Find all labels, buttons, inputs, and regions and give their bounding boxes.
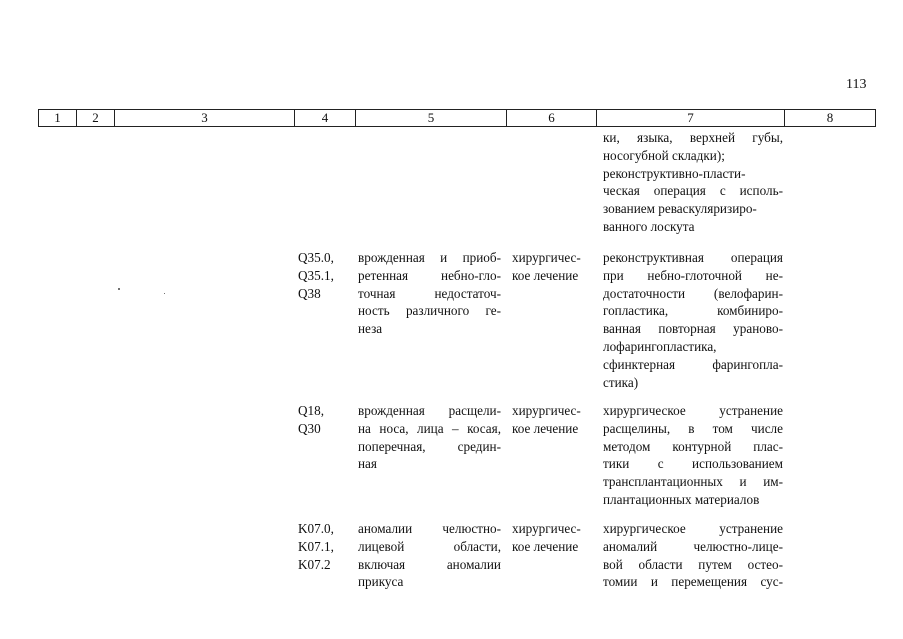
patient-model: врожденная расщели- на носа, лица – косая, поперечная, средин- ная	[358, 403, 501, 472]
diagnosis-codes: Q35.0, Q35.1, Q38	[298, 250, 334, 301]
scan-speck	[118, 288, 120, 290]
header-cell-6: 6	[507, 110, 597, 126]
header-cell-8: 8	[826, 110, 834, 125]
treatment-method: хирургическое устранение расщелины, в том числе методом контурной плас- тики с использованием трансплантационных и им- плантационных материалов	[603, 403, 783, 507]
header-cell-1: 1	[39, 110, 77, 126]
scan-speck	[164, 293, 165, 294]
page-number: 113	[846, 77, 867, 92]
treatment-type: хирургичес- кое лечение	[512, 521, 581, 554]
header-cell-5: 5	[356, 110, 507, 126]
diagnosis-codes: K07.0, K07.1, K07.2	[298, 521, 334, 572]
treatment-type: хирургичес- кое лечение	[512, 403, 581, 436]
patient-model: аномалии челюстно- лицевой области, включая аномалии прикуса	[358, 521, 501, 590]
table-header-row	[38, 109, 876, 127]
patient-model: врожденная и приоб- ретенная небно-гло- точная недостаточ- ность различного ге- неза	[358, 250, 501, 337]
treatment-type: хирургичес- кое лечение	[512, 250, 581, 283]
continuation-method-text: ки, языка, верхней губы, носогубной складки); реконструктивно-пласти- ческая операция с исполь- зованием реваскуляризиро- ванного лоскута	[603, 130, 783, 234]
diagnosis-codes: Q18, Q30	[298, 403, 325, 436]
treatment-method: хирургическое устранение аномалий челюстно-лице- вой области путем остео- томии и перемещения сус-	[603, 521, 783, 590]
header-cell-3: 3	[115, 110, 295, 126]
header-cell-4: 4	[295, 110, 356, 126]
header-cell-7: 7	[597, 110, 785, 126]
header-cell-2: 2	[77, 110, 115, 126]
treatment-method: реконструктивная операция при небно-глоточной не- достаточности (велофарин- гопластика, комбиниро- ванная повторная ураново- лофарингопластика, сфинктерная фарингопла- стика)	[603, 250, 783, 390]
